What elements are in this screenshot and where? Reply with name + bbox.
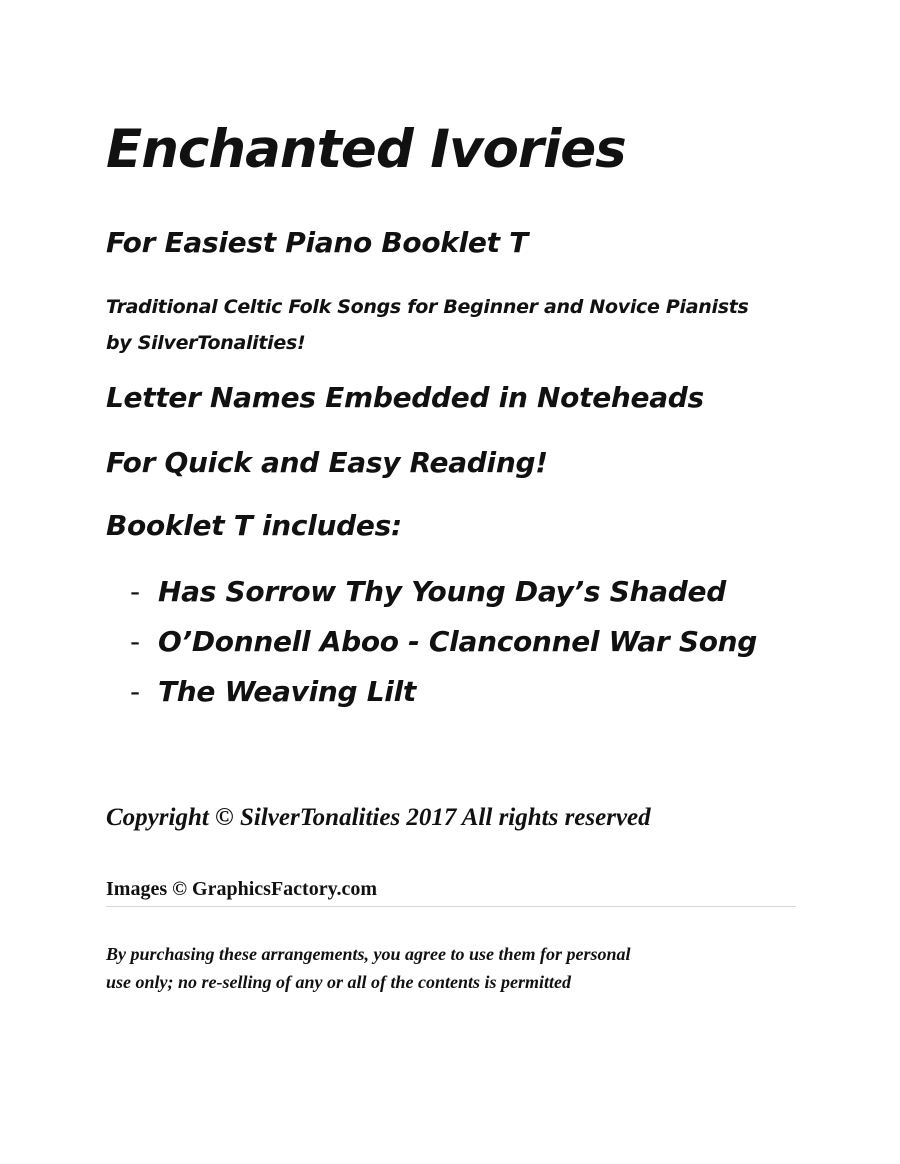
description-line: Traditional Celtic Folk Songs for Beginner and Novice Pianists (106, 296, 749, 318)
subtitle: For Easiest Piano Booklet T (106, 226, 528, 259)
list-dash: - (130, 575, 140, 608)
includes-heading: Booklet T includes: (106, 509, 402, 542)
notice-line: By purchasing these arrangements, you agree to use them for personal (106, 944, 631, 964)
page-title: Enchanted Ivories (106, 119, 626, 180)
song-list (130, 570, 757, 720)
list-dash: - (130, 625, 140, 658)
list-dash: - (130, 675, 140, 708)
tagline-quick-reading: For Quick and Easy Reading! (106, 446, 548, 479)
description-line: by SilverTonalities! (106, 332, 306, 354)
song-list-item (130, 570, 757, 620)
tagline-letter-names: Letter Names Embedded in Noteheads (106, 381, 704, 414)
song-title: The Weaving Lilt (158, 675, 416, 708)
song-list-item (130, 620, 757, 670)
usage-notice (106, 940, 786, 996)
description (106, 289, 749, 361)
song-list-item (130, 670, 757, 720)
song-title: O’Donnell Aboo - Clanconnel War Song (158, 625, 758, 658)
song-title: Has Sorrow Thy Young Day’s Shaded (158, 575, 726, 608)
divider (106, 906, 796, 907)
copyright-notice: Copyright © SilverTonalities 2017 All rights reserved (106, 804, 651, 831)
images-credit: Images © GraphicsFactory.com (106, 878, 378, 900)
notice-line: use only; no re-selling of any or all of the contents is permitted (106, 972, 572, 992)
